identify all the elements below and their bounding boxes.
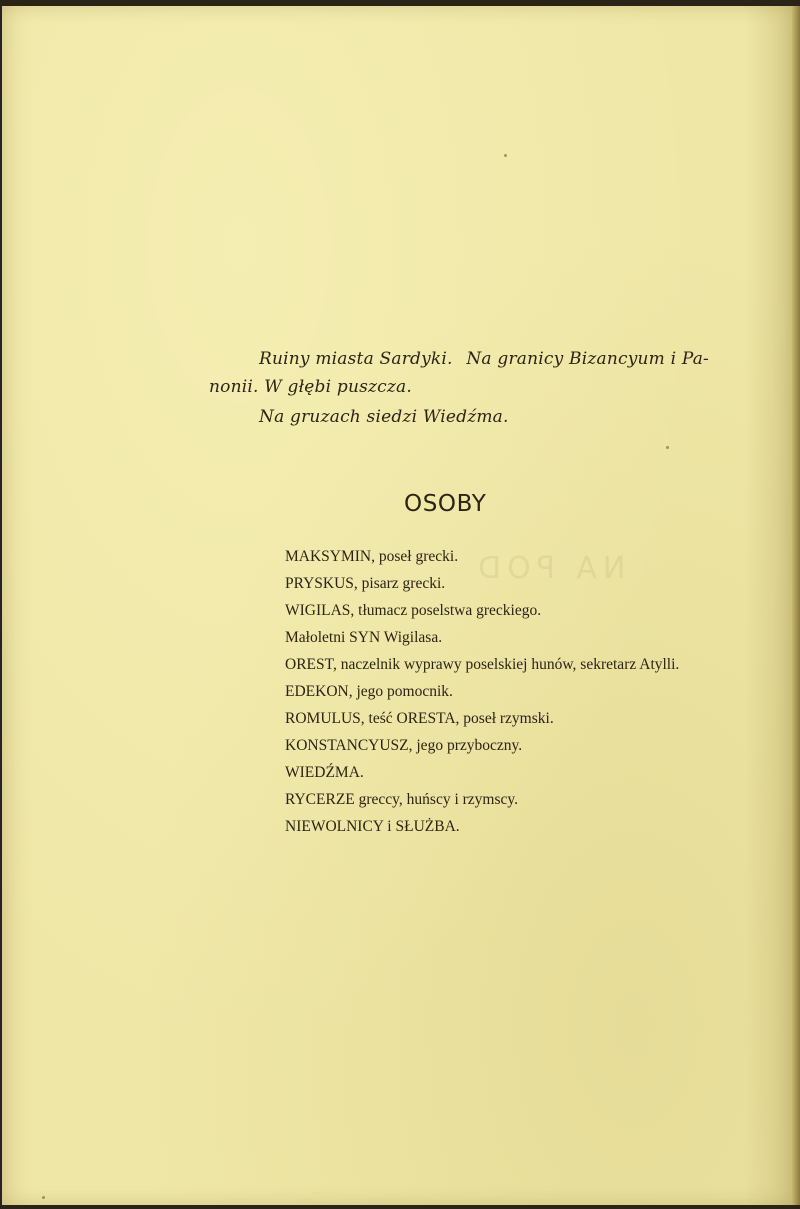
cast-heading: OSOBY [404,491,487,517]
book-page [2,6,792,1205]
scene-line-1-right: Na granicy Bizancyum i Pa- [466,349,709,369]
cast-entry: EDEKON, jego pomocnik. [285,683,453,700]
scene-line-2: nonii. W głębi puszcza. [209,377,412,397]
paper-speck [504,154,507,157]
cast-entry: NIEWOLNICY i SŁUŻBA. [285,818,460,835]
scene-line-3: Na gruzach siedzi Wiedźma. [259,407,509,427]
paper-speck [42,1196,45,1199]
paper-speck [666,446,669,449]
cast-entry: MAKSYMIN, poseł grecki. [285,548,459,565]
cast-entry: WIGILAS, tłumacz poselstwa greckiego. [285,602,542,619]
cast-entry: OREST, naczelnik wyprawy poselskiej hunów, sekretarz Atylli. [285,656,680,673]
cast-entry: KONSTANCYUSZ, jego przyboczny. [285,737,523,754]
scene-line-1-left: Ruiny miasta Sardyki. [259,349,453,369]
cast-entry: PRYSKUS, pisarz grecki. [285,575,446,592]
cast-entry: Małoletni SYN Wigilasa. [285,629,443,646]
bleed-through-text: NA POD [472,551,626,586]
cast-entry: RYCERZE greccy, huńscy i rzymscy. [285,791,519,808]
cast-list [285,543,679,840]
page-edge [792,6,800,1205]
cast-entry: ROMULUS, teść ORESTA, poseł rzymski. [285,710,554,727]
cast-entry: WIEDŹMA. [285,764,364,781]
